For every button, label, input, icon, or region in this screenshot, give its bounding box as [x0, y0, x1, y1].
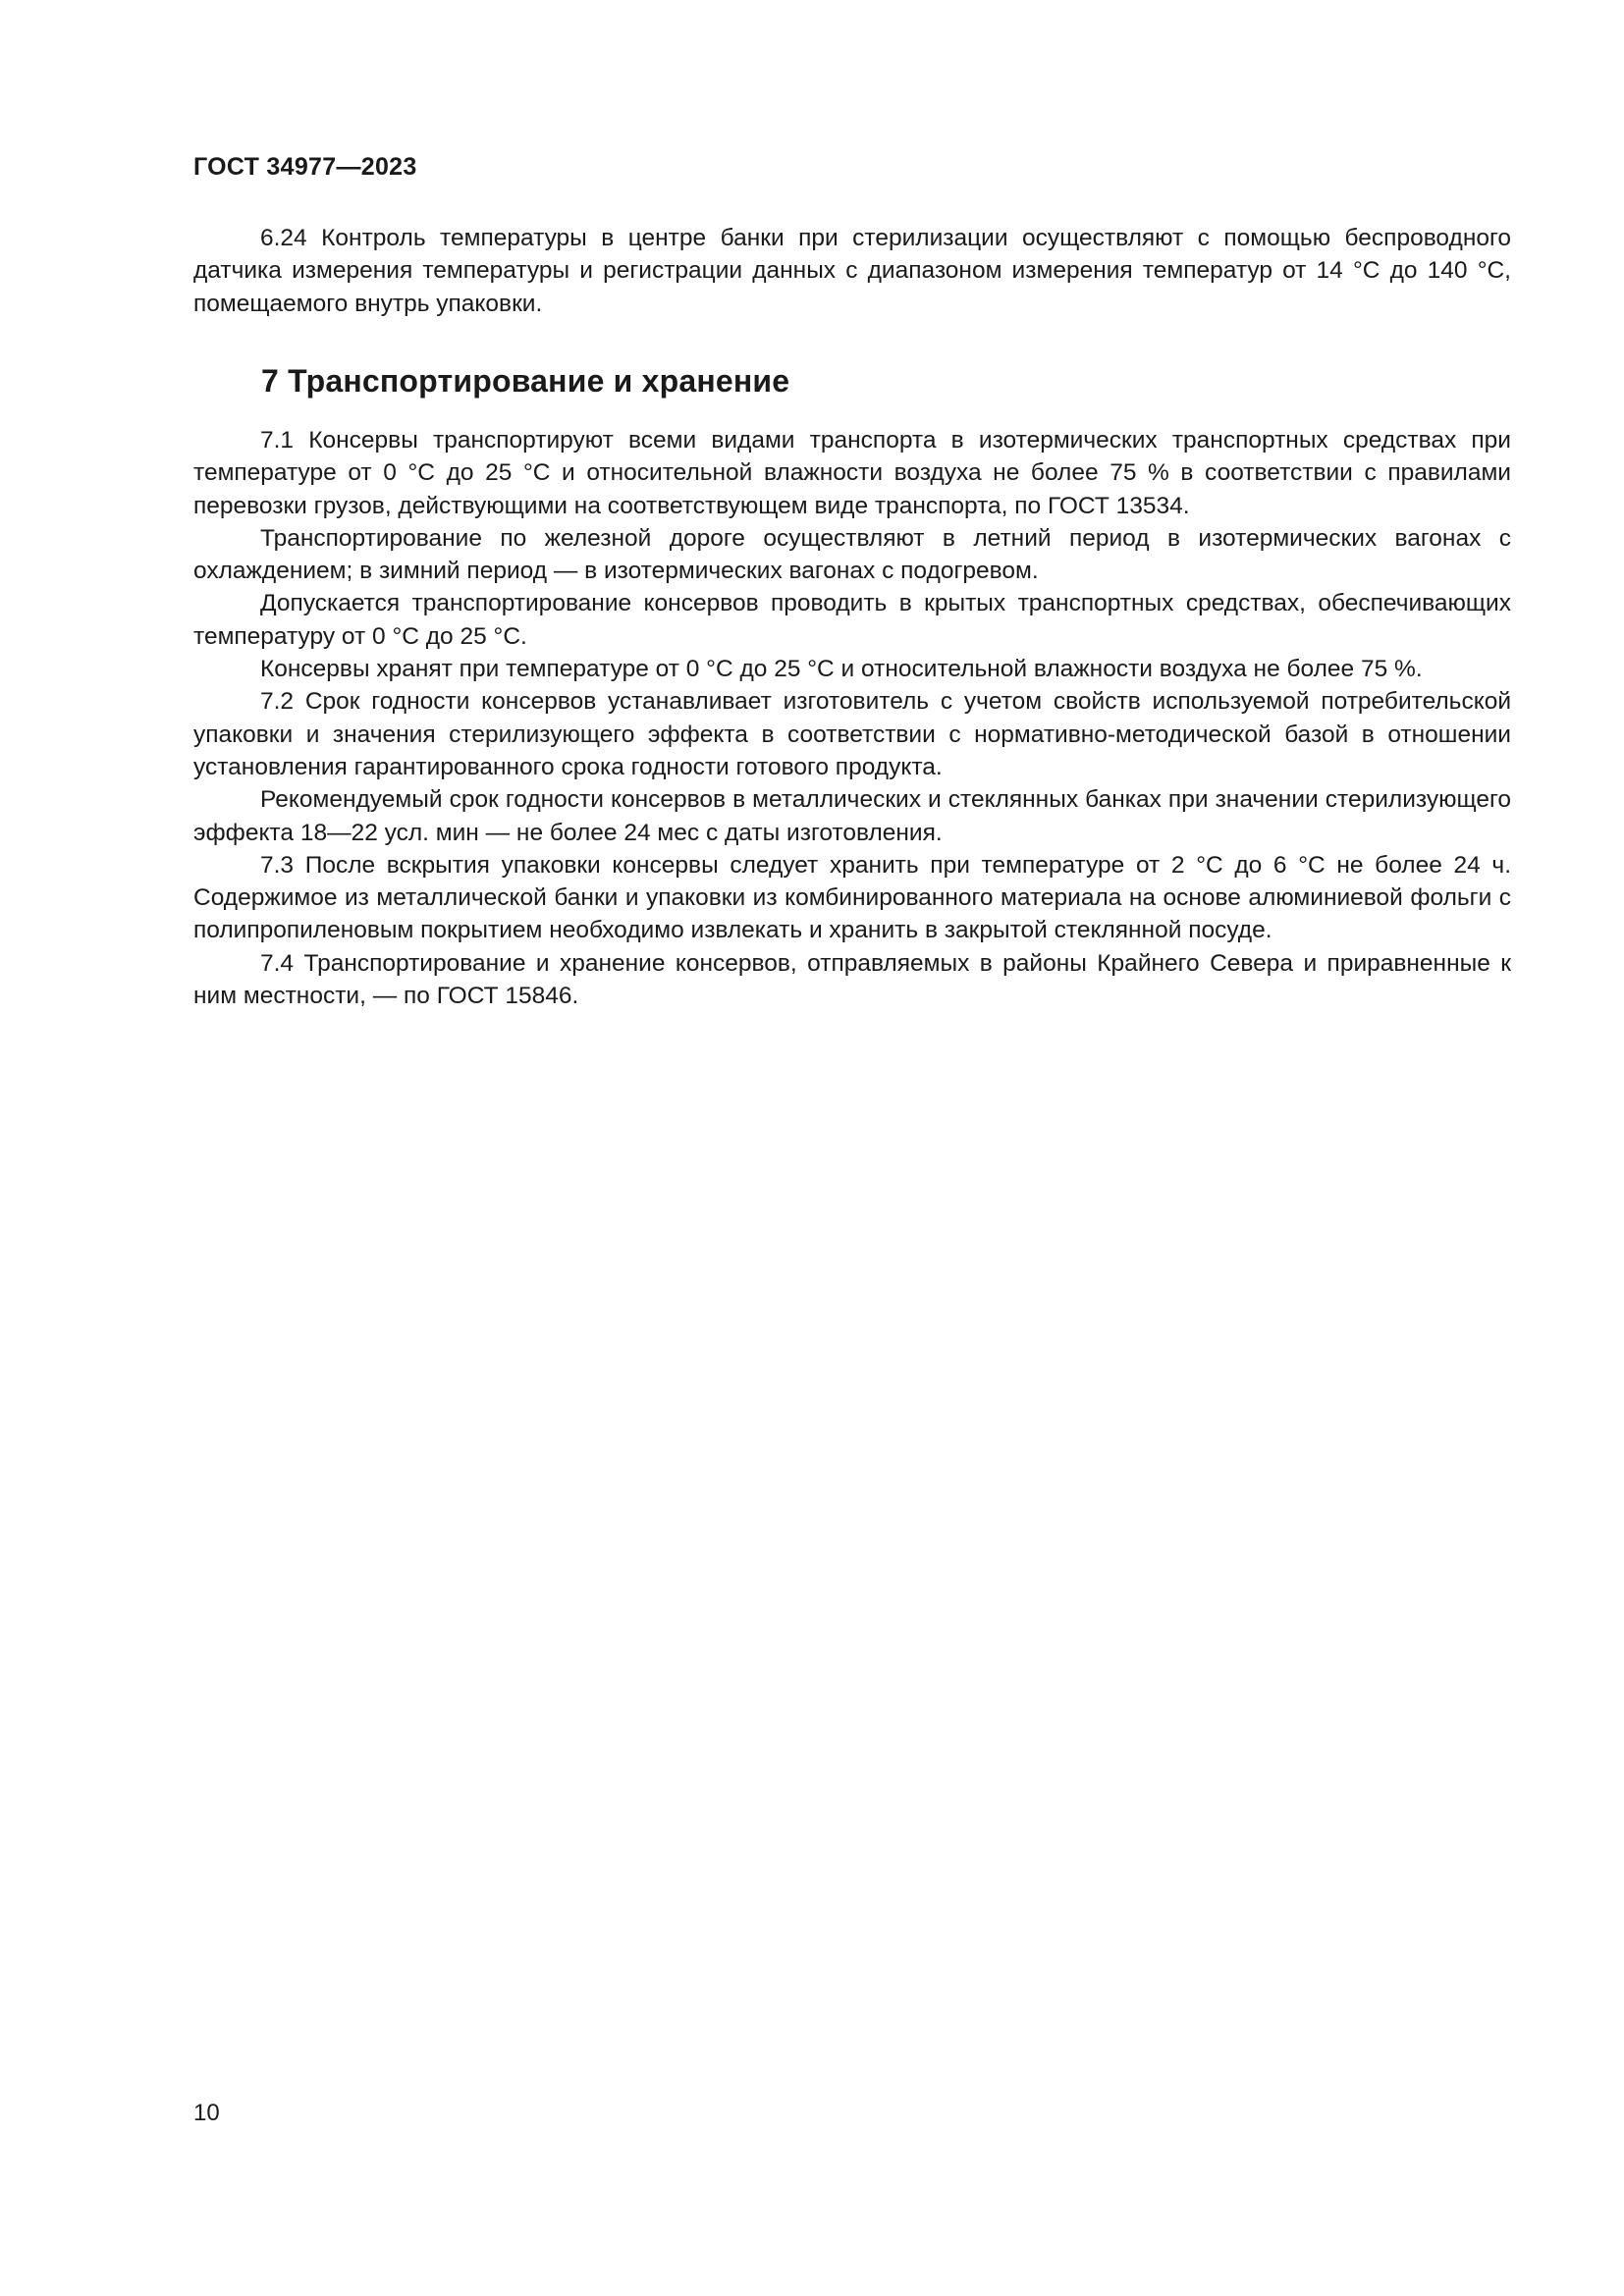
page-number: 10 [193, 2100, 220, 2126]
paragraph: 6.24 Контроль температуры в центре банки при стерилизации осуществляют с помощью беспроводного датчика измерения температуры и регистрации данных с диапазоном измерения температур от 14 °С до 140 °С, помещаемого внутрь упаковки. [193, 225, 1511, 317]
paragraph-recommended-shelf-life: Рекомендуемый срок годности консервов в металлических и стеклянных банках при значении стерилизующего эффекта 18—22 усл. мин — не более 24 мес с даты изготовления. [193, 786, 1511, 846]
clause-6-24 [193, 222, 1511, 320]
paragraph-7-3: 7.3 После вскрытия упаковки консервы следует хранить при температуре от 2 °С до 6 °С не более 24 ч. Содержимое из металлической банки и упаковки из комбинированного материала на основе алюминиевой фольги с полипропиленовым покрытием необходимо извлекать и хранить в закрытой стеклянной посуде. [193, 851, 1511, 944]
paragraph-7-4: 7.4 Транспортирование и хранение консервов, отправляемых в районы Крайнего Севера и приравненные к ним местности, — по ГОСТ 15846. [193, 949, 1511, 1010]
section-title: 7 Транспортирование и хранение [261, 363, 790, 399]
paragraph-7-2: 7.2 Срок годности консервов устанавливает изготовитель с учетом свойств используемой потребительской упаковки и значения стерилизующего эффекта в соответствии с нормативно-методической базой в отношении установления гарантированного срока годности готового продукта. [193, 688, 1511, 780]
paragraph-covered-transport: Допускается транспортирование консервов проводить в крытых транспортных средствах, обеспечивающих температуру от 0 °С до 25 °С. [193, 590, 1511, 650]
paragraph-storage: Консервы хранят при температуре от 0 °С до 25 °С и относительной влажности воздуха не более 75 %. [260, 656, 1423, 683]
section-7-body [193, 424, 1511, 1012]
document-header: ГОСТ 34977—2023 [193, 153, 417, 181]
paragraph-rail-transport: Транспортирование по железной дороге осуществляют в летний период в изотермических вагонах с охлаждением; в зимний период — в изотермических вагонах с подогревом. [193, 524, 1511, 585]
paragraph-7-1: 7.1 Консервы транспортируют всеми видами транспорта в изотермических транспортных средствах при температуре от 0 °С до 25 °С и относительной влажности воздуха не более 75 % в соответствии с правилами перевозки грузов, действующими на соответствующем виде транспорта, по ГОСТ 13534. [193, 427, 1511, 519]
